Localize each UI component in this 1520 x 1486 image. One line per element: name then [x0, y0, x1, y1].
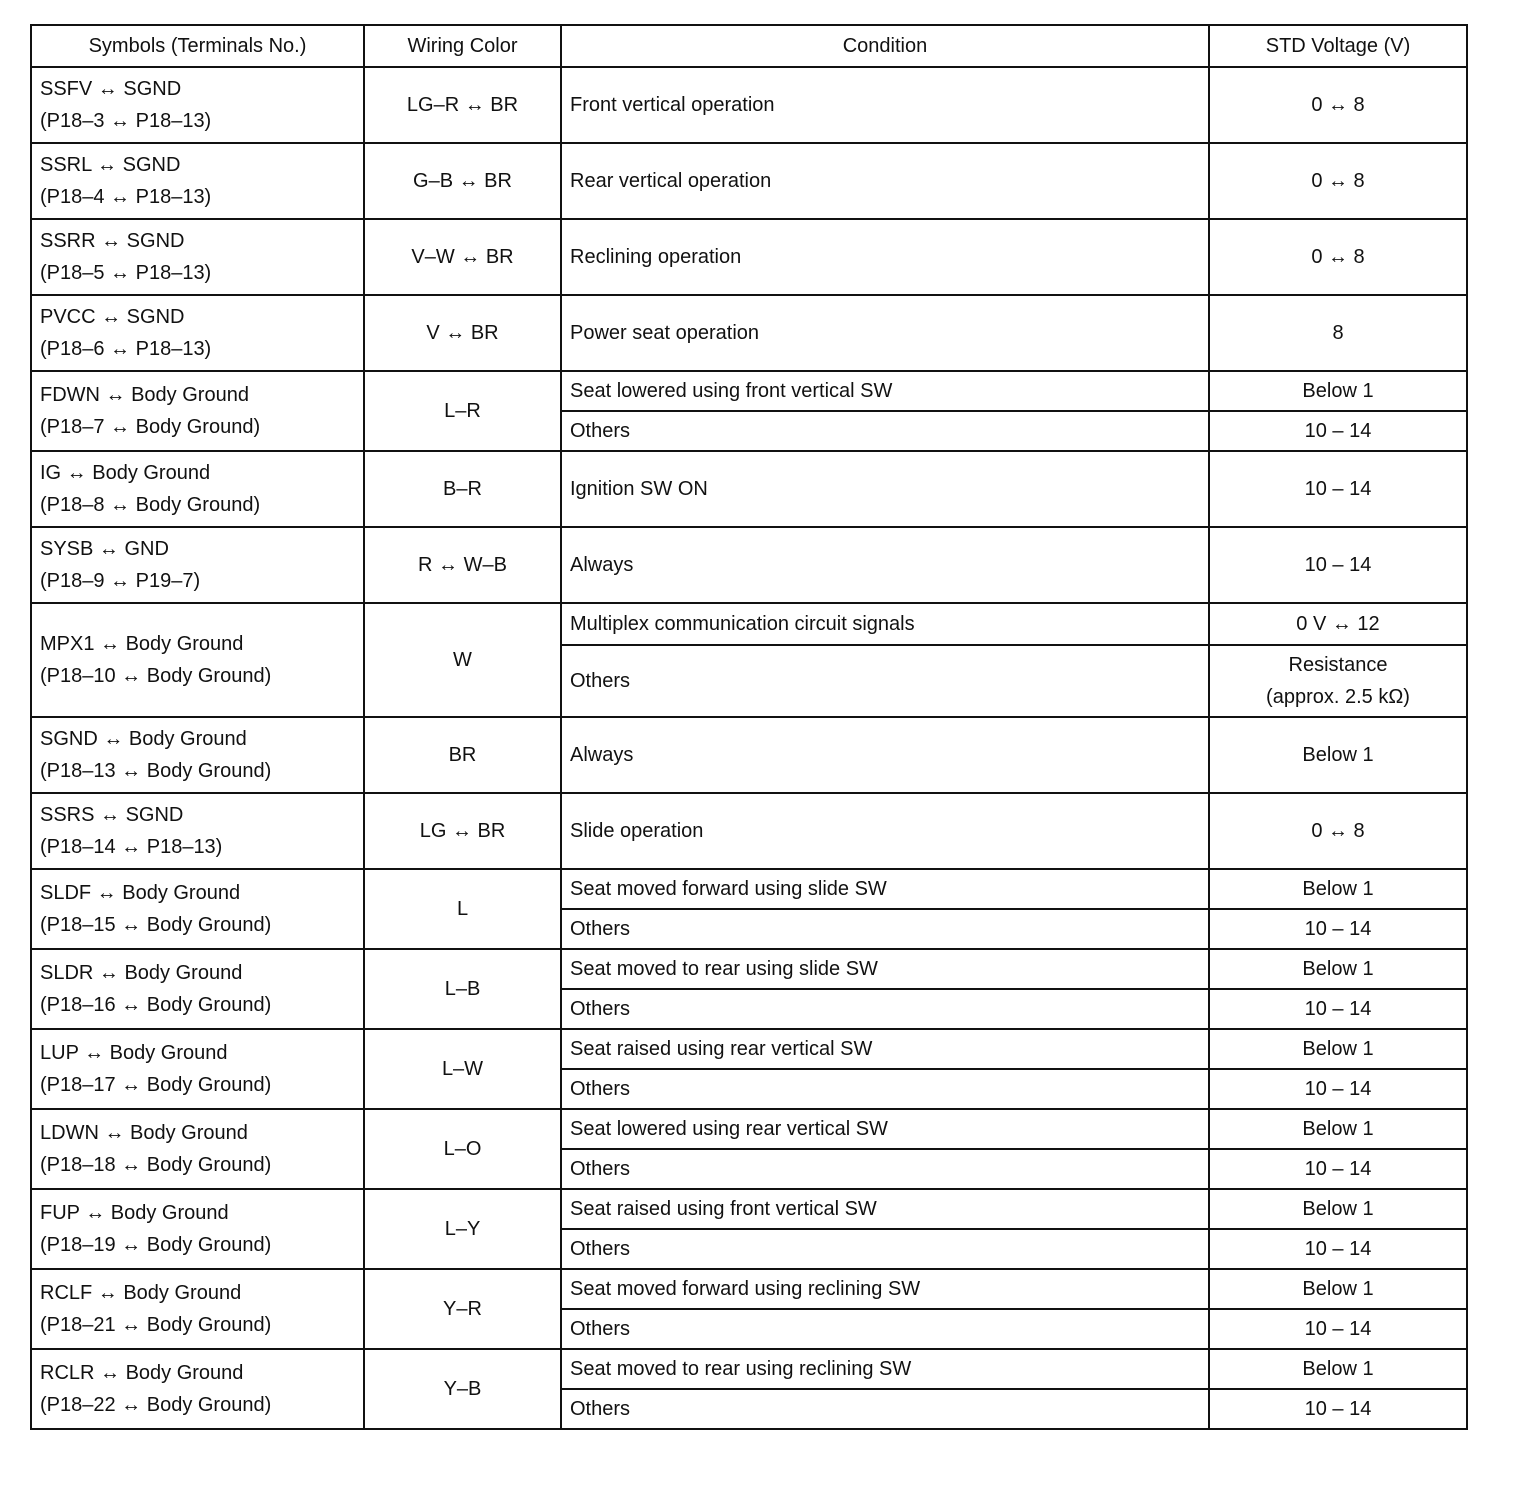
terminal-spec-table-container — [30, 24, 1466, 1430]
condition-cell: Others — [561, 989, 1209, 1029]
std-voltage-cell — [1209, 645, 1467, 717]
std-voltage-cell: Below 1 — [1209, 1269, 1467, 1309]
symbol-cell — [31, 295, 364, 371]
symbol-text: SSRR ↔ SGND — [40, 230, 185, 252]
symbol-cell — [31, 1269, 364, 1349]
condition-cell: Seat moved forward using slide SW — [561, 869, 1209, 909]
condition-cell: Seat moved forward using reclining SW — [561, 1269, 1209, 1309]
terminal-numbers: (P18–16 ↔ Body Ground) — [40, 994, 272, 1016]
condition-cell: Rear vertical operation — [561, 143, 1209, 219]
std-voltage-cell: 10 – 14 — [1209, 1149, 1467, 1189]
terminal-numbers: (P18–10 ↔ Body Ground) — [40, 665, 272, 687]
voltage-note: (approx. 2.5 kΩ) — [1266, 686, 1410, 708]
std-voltage-cell: Below 1 — [1209, 1349, 1467, 1389]
wiring-color-cell: L–W — [364, 1029, 561, 1109]
table-row — [31, 371, 1467, 411]
symbol-cell — [31, 451, 364, 527]
symbol-text: SLDR ↔ Body Ground — [40, 962, 243, 984]
std-voltage-cell: Below 1 — [1209, 371, 1467, 411]
wiring-color-cell: L–Y — [364, 1189, 561, 1269]
header-wiring-color: Wiring Color — [364, 25, 561, 67]
condition-cell: Others — [561, 909, 1209, 949]
table-row — [31, 295, 1467, 371]
std-voltage-cell: Below 1 — [1209, 1109, 1467, 1149]
terminal-numbers: (P18–4 ↔ P18–13) — [40, 186, 212, 208]
std-voltage-cell: 0 ↔ 8 — [1209, 143, 1467, 219]
symbol-text: LDWN ↔ Body Ground — [40, 1122, 248, 1144]
table-row — [31, 451, 1467, 527]
std-voltage-cell: 8 — [1209, 295, 1467, 371]
table-row — [31, 949, 1467, 989]
table-body — [31, 67, 1467, 1429]
symbol-cell — [31, 67, 364, 143]
wiring-color-cell: L — [364, 869, 561, 949]
header-std-voltage: STD Voltage (V) — [1209, 25, 1467, 67]
std-voltage-cell: Below 1 — [1209, 1029, 1467, 1069]
condition-cell: Others — [561, 1309, 1209, 1349]
table-row — [31, 527, 1467, 603]
symbol-cell — [31, 717, 364, 793]
std-voltage-cell: 0 ↔ 8 — [1209, 67, 1467, 143]
terminal-numbers: (P18–17 ↔ Body Ground) — [40, 1074, 272, 1096]
symbol-text: RCLR ↔ Body Ground — [40, 1362, 244, 1384]
condition-cell: Seat raised using rear vertical SW — [561, 1029, 1209, 1069]
symbol-text: SSRS ↔ SGND — [40, 804, 184, 826]
wiring-color-cell: LG ↔ BR — [364, 793, 561, 869]
symbol-cell — [31, 1029, 364, 1109]
condition-cell: Others — [561, 1229, 1209, 1269]
header-symbols: Symbols (Terminals No.) — [31, 25, 364, 67]
symbol-text: SSRL ↔ SGND — [40, 154, 181, 176]
condition-cell: Seat moved to rear using reclining SW — [561, 1349, 1209, 1389]
std-voltage-cell: 10 – 14 — [1209, 1229, 1467, 1269]
table-row — [31, 1109, 1467, 1149]
symbol-text: SLDF ↔ Body Ground — [40, 882, 241, 904]
terminal-numbers: (P18–8 ↔ Body Ground) — [40, 494, 261, 516]
wiring-color-cell: G–B ↔ BR — [364, 143, 561, 219]
symbol-text: RCLF ↔ Body Ground — [40, 1282, 242, 1304]
std-voltage-cell: 10 – 14 — [1209, 1309, 1467, 1349]
terminal-numbers: (P18–13 ↔ Body Ground) — [40, 760, 272, 782]
std-voltage-cell: 10 – 14 — [1209, 527, 1467, 603]
condition-cell: Others — [561, 1149, 1209, 1189]
symbol-cell — [31, 949, 364, 1029]
wiring-color-cell: B–R — [364, 451, 561, 527]
std-voltage-cell: Below 1 — [1209, 949, 1467, 989]
condition-cell: Seat lowered using front vertical SW — [561, 371, 1209, 411]
symbol-text: SSFV ↔ SGND — [40, 78, 182, 100]
table-row — [31, 67, 1467, 143]
condition-cell: Front vertical operation — [561, 67, 1209, 143]
terminal-numbers: (P18–5 ↔ P18–13) — [40, 262, 212, 284]
std-voltage-cell: 10 – 14 — [1209, 411, 1467, 451]
symbol-cell — [31, 869, 364, 949]
header-row — [31, 25, 1467, 67]
condition-cell: Others — [561, 1389, 1209, 1429]
symbol-text: PVCC ↔ SGND — [40, 306, 185, 328]
symbol-cell — [31, 1349, 364, 1429]
table-row — [31, 717, 1467, 793]
terminal-numbers: (P18–19 ↔ Body Ground) — [40, 1234, 272, 1256]
terminal-numbers: (P18–15 ↔ Body Ground) — [40, 914, 272, 936]
table-row — [31, 1029, 1467, 1069]
condition-cell: Power seat operation — [561, 295, 1209, 371]
wiring-color-cell: L–R — [364, 371, 561, 451]
condition-cell: Others — [561, 645, 1209, 717]
condition-cell: Ignition SW ON — [561, 451, 1209, 527]
symbol-text: SYSB ↔ GND — [40, 538, 169, 560]
std-voltage-cell: Below 1 — [1209, 1189, 1467, 1229]
condition-cell: Seat raised using front vertical SW — [561, 1189, 1209, 1229]
symbol-cell — [31, 793, 364, 869]
terminal-numbers: (P18–21 ↔ Body Ground) — [40, 1314, 272, 1336]
terminal-numbers: (P18–18 ↔ Body Ground) — [40, 1154, 272, 1176]
condition-cell: Seat lowered using rear vertical SW — [561, 1109, 1209, 1149]
symbol-cell — [31, 143, 364, 219]
wiring-color-cell: BR — [364, 717, 561, 793]
condition-cell: Seat moved to rear using slide SW — [561, 949, 1209, 989]
symbol-text: FDWN ↔ Body Ground — [40, 384, 249, 406]
std-voltage-cell: 10 – 14 — [1209, 451, 1467, 527]
symbol-text: IG ↔ Body Ground — [40, 462, 211, 484]
wiring-color-cell: LG–R ↔ BR — [364, 67, 561, 143]
condition-cell: Slide operation — [561, 793, 1209, 869]
condition-cell: Reclining operation — [561, 219, 1209, 295]
terminal-spec-table — [30, 24, 1468, 1430]
symbol-cell — [31, 1109, 364, 1189]
terminal-numbers: (P18–14 ↔ P18–13) — [40, 836, 223, 858]
wiring-color-cell: W — [364, 603, 561, 717]
condition-cell: Always — [561, 717, 1209, 793]
std-voltage-cell: 0 V ↔ 12 — [1209, 603, 1467, 645]
table-row — [31, 1349, 1467, 1389]
condition-cell: Always — [561, 527, 1209, 603]
std-voltage-cell: Below 1 — [1209, 717, 1467, 793]
std-voltage-cell: 0 ↔ 8 — [1209, 219, 1467, 295]
terminal-numbers: (P18–9 ↔ P19–7) — [40, 570, 201, 592]
std-voltage-cell: Below 1 — [1209, 869, 1467, 909]
symbol-cell — [31, 603, 364, 717]
symbol-cell — [31, 1189, 364, 1269]
symbol-cell — [31, 219, 364, 295]
wiring-color-cell: V ↔ BR — [364, 295, 561, 371]
std-voltage-cell: 0 ↔ 8 — [1209, 793, 1467, 869]
symbol-cell — [31, 527, 364, 603]
condition-cell: Others — [561, 411, 1209, 451]
std-voltage-cell: 10 – 14 — [1209, 909, 1467, 949]
wiring-color-cell: L–B — [364, 949, 561, 1029]
condition-cell: Multiplex communication circuit signals — [561, 603, 1209, 645]
wiring-color-cell: Y–R — [364, 1269, 561, 1349]
table-row — [31, 793, 1467, 869]
table-row — [31, 143, 1467, 219]
symbol-text: SGND ↔ Body Ground — [40, 728, 247, 750]
std-voltage-cell: 10 – 14 — [1209, 1389, 1467, 1429]
table-row — [31, 1189, 1467, 1229]
table-row — [31, 1269, 1467, 1309]
condition-cell: Others — [561, 1069, 1209, 1109]
wiring-color-cell: V–W ↔ BR — [364, 219, 561, 295]
std-voltage-cell: 10 – 14 — [1209, 989, 1467, 1029]
symbol-cell — [31, 371, 364, 451]
terminal-numbers: (P18–22 ↔ Body Ground) — [40, 1394, 272, 1416]
symbol-text: FUP ↔ Body Ground — [40, 1202, 229, 1224]
std-voltage-cell: 10 – 14 — [1209, 1069, 1467, 1109]
voltage-text: Resistance — [1288, 654, 1388, 676]
symbol-text: LUP ↔ Body Ground — [40, 1042, 228, 1064]
table-row — [31, 869, 1467, 909]
wiring-color-cell: L–O — [364, 1109, 561, 1189]
symbol-text: MPX1 ↔ Body Ground — [40, 633, 244, 655]
table-row — [31, 219, 1467, 295]
terminal-numbers: (P18–6 ↔ P18–13) — [40, 338, 212, 360]
wiring-color-cell: Y–B — [364, 1349, 561, 1429]
terminal-numbers: (P18–3 ↔ P18–13) — [40, 110, 212, 132]
terminal-numbers: (P18–7 ↔ Body Ground) — [40, 416, 261, 438]
wiring-color-cell: R ↔ W–B — [364, 527, 561, 603]
header-condition: Condition — [561, 25, 1209, 67]
table-row — [31, 603, 1467, 645]
